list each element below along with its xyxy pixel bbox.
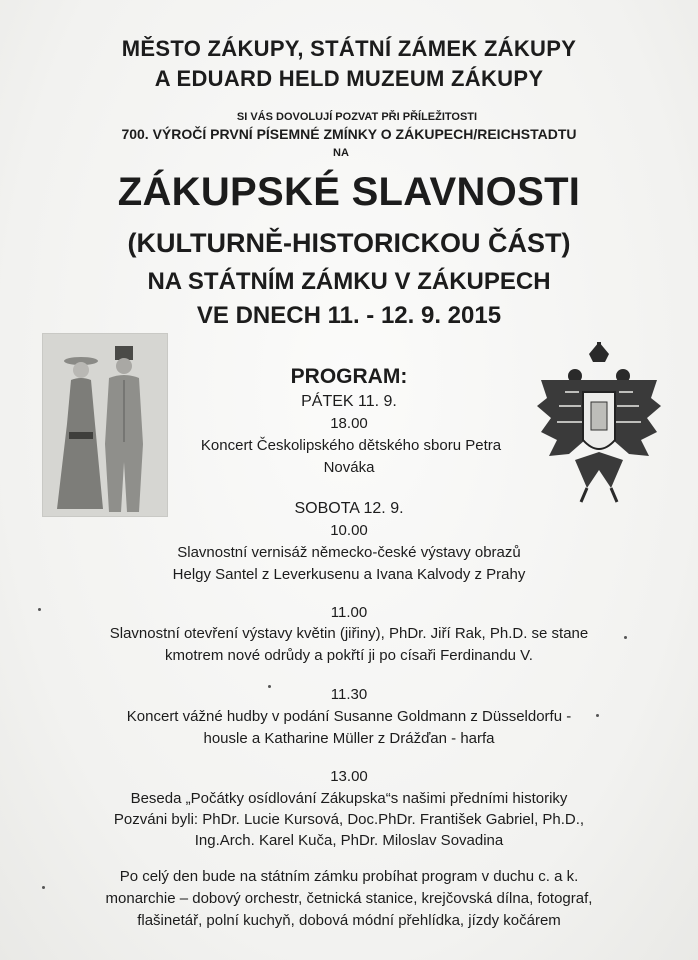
invite-line-1: SI VÁS DOVOLUJÍ POZVAT PŘI PŘÍLEŽITOSTI xyxy=(236,111,478,123)
item-time: 11.00 xyxy=(330,604,368,621)
program-heading: PROGRAM: xyxy=(290,365,408,388)
event-part: (KULTURNĚ-HISTORICKOU ČÁST) xyxy=(127,228,571,258)
organizer-line-1: MĚSTO ZÁKUPY, STÁTNÍ ZÁMEK ZÁKUPY xyxy=(121,36,577,61)
saturday-day: SOBOTA 12. 9. xyxy=(294,500,404,517)
event-place: NA STÁTNÍM ZÁMKU V ZÁKUPECH xyxy=(147,268,551,295)
item-time: 13.00 xyxy=(330,768,368,785)
speck xyxy=(42,886,45,889)
item-line-2: housle a Katharine Müller z Drážďan - harfa xyxy=(203,730,495,747)
item-line-1: Koncert vážné hudby v podání Susanne Goldmann z Düsseldorfu - xyxy=(126,708,572,725)
item-time: 10.00 xyxy=(330,522,368,539)
item-line-2: Pozváni byli: PhDr. Lucie Kursová, Doc.PhDr. František Gabriel, Ph.D., xyxy=(113,811,585,828)
organizer-line-2: A EDUARD HELD MUZEUM ZÁKUPY xyxy=(154,66,544,91)
invite-line-3: NA xyxy=(333,147,349,159)
item-line-1: Slavnostní vernisáž německo-české výstavy obrazů xyxy=(177,544,521,561)
friday-line-2: Nováka xyxy=(323,459,375,476)
friday-line-1: Koncert Českolipského dětského sboru Petra xyxy=(200,437,502,454)
event-title: ZÁKUPSKÉ SLAVNOSTI xyxy=(117,170,581,214)
speck xyxy=(268,685,271,688)
friday-time: 18.00 xyxy=(330,415,368,432)
footer-line-2: monarchie – dobový orchestr, četnická stanice, krejčovská dílna, fotograf, xyxy=(105,890,593,907)
footer-line-3: flašinetář, polní kuchyň, dobová módní přehlídka, jízdy kočárem xyxy=(137,912,561,929)
item-time: 11.30 xyxy=(330,686,368,703)
item-line-1: Slavnostní otevření výstavy květin (jiřiny), PhDr. Jiří Rak, Ph.D. se stane xyxy=(109,625,589,642)
speck xyxy=(596,714,599,717)
speck xyxy=(38,608,41,611)
item-line-3: Ing.Arch. Karel Kuča, PhDr. Miloslav Sovadina xyxy=(194,832,504,849)
friday-day: PÁTEK 11. 9. xyxy=(301,393,397,410)
speck xyxy=(624,636,627,639)
event-dates: VE DNECH 11. - 12. 9. 2015 xyxy=(196,302,502,329)
item-line-1: Beseda „Počátky osídlování Zákupska“s našimi předními historiky xyxy=(130,790,568,807)
item-line-2: kmotrem nové odrůdy a pokřtí ji po císaři Ferdinandu V. xyxy=(165,647,533,664)
invite-line-2: 700. VÝROČÍ PRVNÍ PÍSEMNÉ ZMÍNKY O ZÁKUPECH/REICHSTADTU xyxy=(121,126,577,142)
footer-line-1: Po celý den bude na státním zámku probíhat program v duchu c. a k. xyxy=(119,868,579,885)
item-line-2: Helgy Santel z Leverkusenu a Ivana Kalvody z Prahy xyxy=(172,566,526,583)
